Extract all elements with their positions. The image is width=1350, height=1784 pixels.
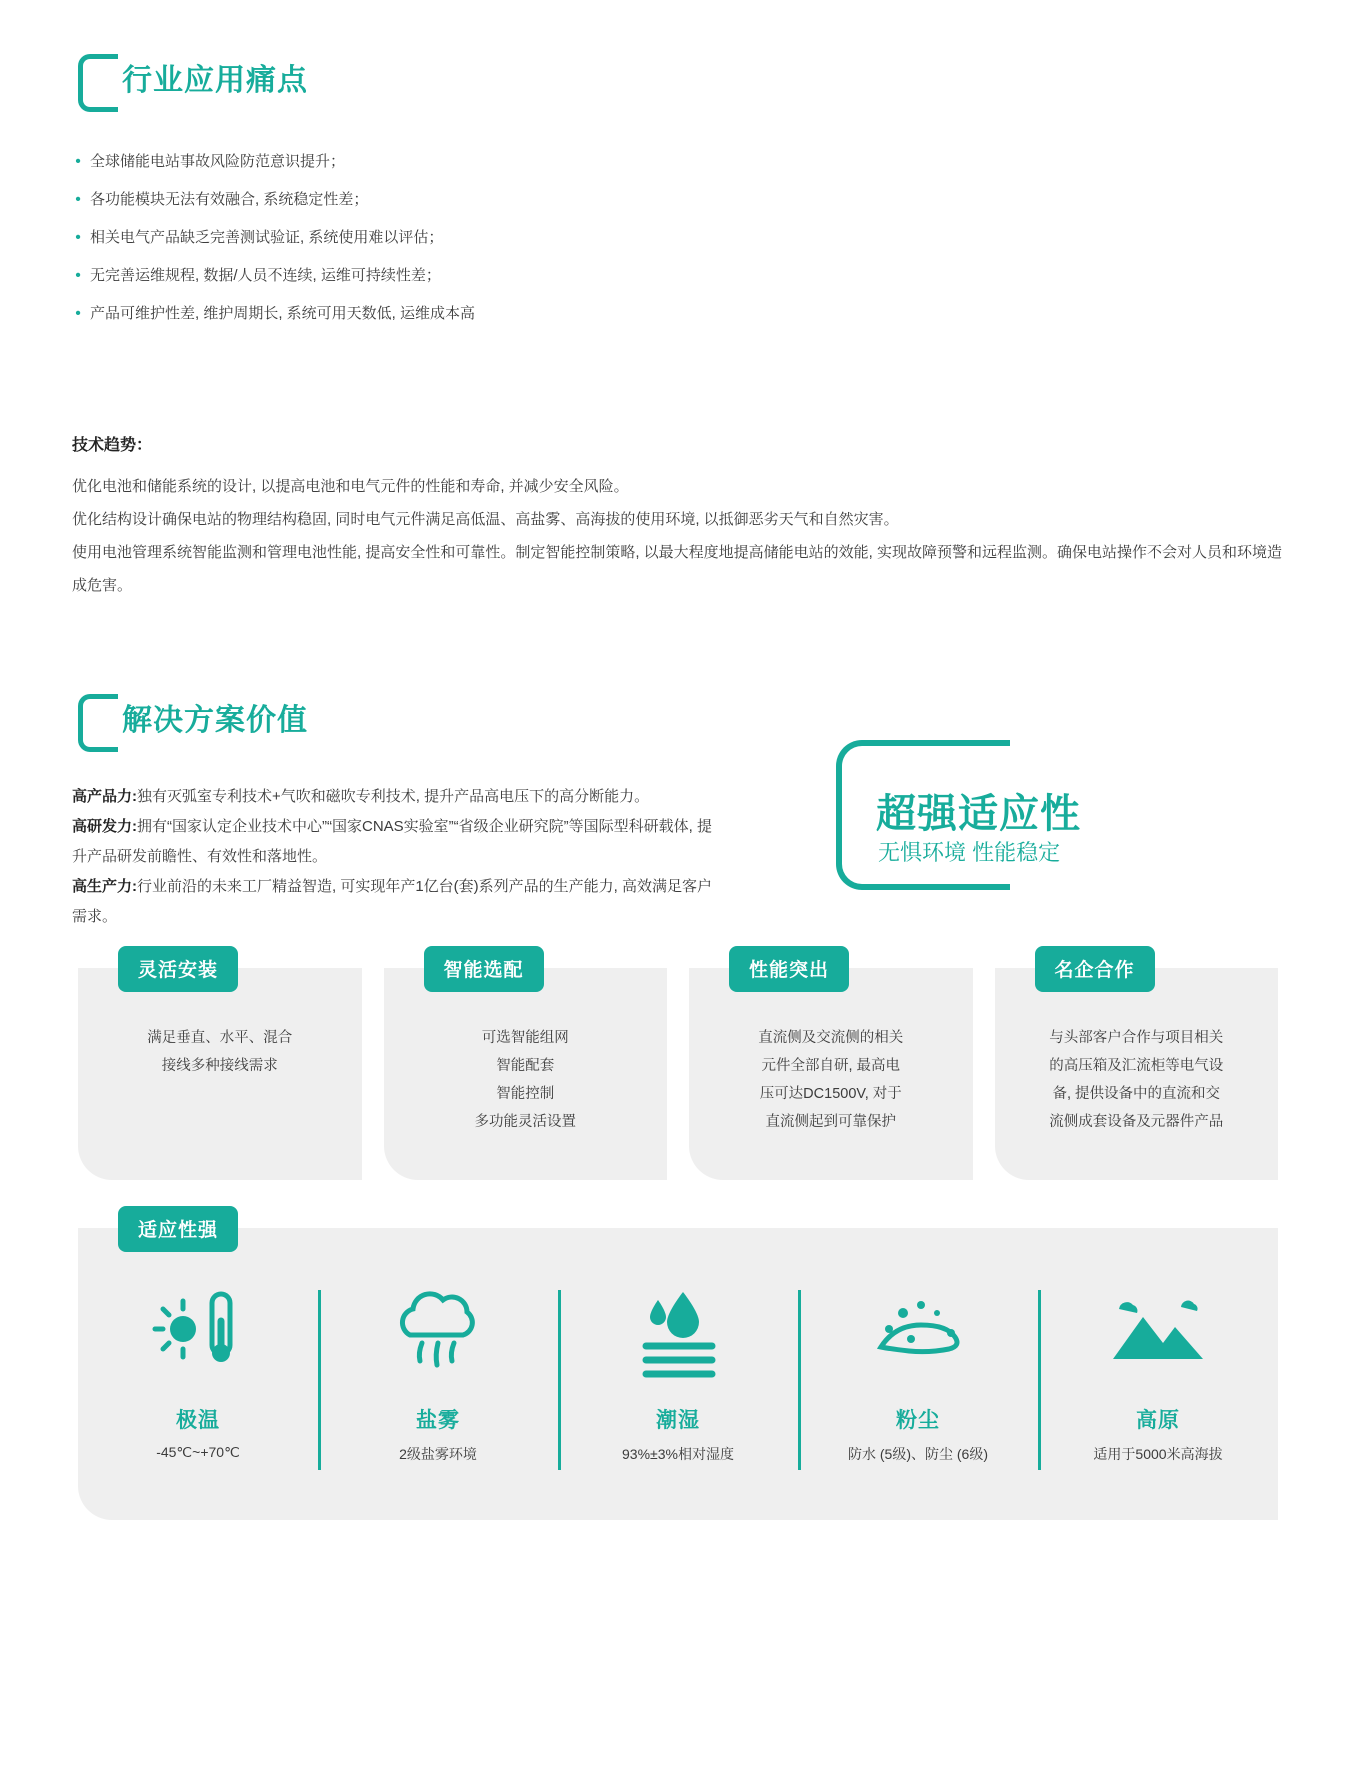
adapt-item-desc: -45℃~+70℃ xyxy=(156,1444,240,1460)
dust-icon xyxy=(804,1284,1032,1380)
list-item xyxy=(66,228,966,248)
value-text: 拥有“国家认定企业技术中心”“国家CNAS实验室”“省级企业研究院”等国际型科研载体, 提升产品研发前瞻性、有效性和落地性。 xyxy=(72,818,712,865)
feature-card xyxy=(78,960,362,1180)
adapt-item-name: 高原 xyxy=(1136,1409,1180,1432)
trend-line: 优化结构设计确保电站的物理结构稳固, 同时电气元件满足高低温、高盐雾、高海拔的使用环境, 以抵御恶劣天气和自然灾害。 xyxy=(72,511,899,528)
adapt-tag: 适应性强 xyxy=(118,1206,238,1252)
card-line: 直流侧及交流侧的相关 xyxy=(758,1030,904,1046)
card-line: 接线多种接线需求 xyxy=(161,1058,278,1074)
value-statement xyxy=(72,782,722,812)
card-line: 智能控制 xyxy=(496,1086,555,1102)
card-tag: 名企合作 xyxy=(1035,946,1155,992)
adapt-item xyxy=(1038,1284,1278,1464)
section-heading-pain-points xyxy=(78,52,308,112)
bullet-dot-icon: • xyxy=(75,191,81,208)
adapt-item-name: 粉尘 xyxy=(896,1409,940,1432)
adapt-item-name: 盐雾 xyxy=(416,1409,460,1432)
adapt-item-group xyxy=(78,1284,1278,1464)
section-title-pain: 行业应用痛点 xyxy=(122,64,308,97)
section-heading-solution-value xyxy=(78,692,308,752)
adaptability-badge xyxy=(836,740,1081,890)
card-tag: 灵活安装 xyxy=(118,946,238,992)
feature-card-group xyxy=(78,960,1278,1180)
card-tag: 智能选配 xyxy=(424,946,544,992)
section-title-value: 解决方案价值 xyxy=(122,704,308,737)
feature-card xyxy=(995,960,1279,1180)
card-line: 直流侧起到可靠保护 xyxy=(765,1114,896,1130)
card-line: 流侧成套设备及元器件产品 xyxy=(1049,1114,1224,1130)
list-item-text: 相关电气产品缺乏完善测试验证, 系统使用难以评估； xyxy=(90,229,444,246)
list-item xyxy=(66,152,966,172)
feature-card xyxy=(689,960,973,1180)
list-item xyxy=(66,190,966,210)
card-line: 压可达DC1500V, 对于 xyxy=(759,1086,902,1102)
list-item-text: 全球储能电站事故风险防范意识提升； xyxy=(90,153,346,170)
trend-heading: 技术趋势： xyxy=(72,437,153,454)
badge-main-text: 超强适应性 xyxy=(876,792,1081,836)
pain-point-list xyxy=(66,152,966,342)
adaptability-panel xyxy=(78,1220,1278,1520)
adapt-item-desc: 93%±3%相对湿度 xyxy=(622,1446,734,1462)
adapt-item xyxy=(798,1284,1038,1464)
trend-body xyxy=(72,470,1282,602)
value-text: 行业前沿的未来工厂精益智造, 可实现年产1亿台(套)系列产品的生产能力, 高效满足客户需求。 xyxy=(72,878,713,925)
card-line: 满足垂直、水平、混合 xyxy=(147,1030,293,1046)
card-line: 可选智能组网 xyxy=(481,1030,569,1046)
value-label: 高研发力: xyxy=(72,818,137,835)
list-item xyxy=(66,304,966,324)
value-statement xyxy=(72,812,722,872)
trend-line: 使用电池管理系统智能监测和管理电池性能, 提高安全性和可靠性。制定智能控制策略, 以最大程度地提高储能电站的效能, 实现故障预警和远程监测。确保电站操作不会对人员和环境造成危害。 xyxy=(72,544,1283,594)
card-line: 多功能灵活设置 xyxy=(474,1114,576,1130)
value-statement xyxy=(72,872,722,932)
list-item-text: 产品可维护性差, 维护周期长, 系统可用天数低, 运维成本高 xyxy=(90,305,476,322)
card-body xyxy=(995,1024,1279,1136)
temperature-sun-icon xyxy=(84,1284,312,1380)
value-statements xyxy=(72,782,722,932)
list-item xyxy=(66,266,966,286)
bullet-dot-icon: • xyxy=(75,153,81,170)
list-item-text: 各功能模块无法有效融合, 系统稳定性差； xyxy=(90,191,369,208)
adapt-item xyxy=(78,1284,318,1464)
bullet-dot-icon: • xyxy=(75,267,81,284)
card-line: 与头部客户合作与项目相关 xyxy=(1049,1030,1224,1046)
card-line: 的高压箱及汇流柜等电气设 xyxy=(1049,1058,1224,1074)
card-line: 备, 提供设备中的直流和交 xyxy=(1052,1086,1221,1102)
adapt-item-name: 极温 xyxy=(176,1409,220,1432)
plateau-mountain-icon xyxy=(1044,1284,1272,1380)
card-body xyxy=(384,1024,668,1136)
trend-line: 优化电池和储能系统的设计, 以提高电池和电气元件的性能和寿命, 并减少安全风险。 xyxy=(72,478,629,495)
card-body xyxy=(689,1024,973,1136)
adapt-item xyxy=(318,1284,558,1464)
badge-sub-text: 无惧环境 性能稳定 xyxy=(878,840,1061,865)
humidity-droplet-icon xyxy=(564,1284,792,1380)
card-tag: 性能突出 xyxy=(729,946,849,992)
card-line: 智能配套 xyxy=(496,1058,555,1074)
card-line: 元件全部自研, 最高电 xyxy=(761,1058,901,1074)
value-label: 高生产力: xyxy=(72,878,137,895)
bullet-dot-icon: • xyxy=(75,229,81,246)
value-label: 高产品力: xyxy=(72,788,137,805)
adapt-item xyxy=(558,1284,798,1464)
card-body xyxy=(78,1024,362,1080)
salt-fog-cloud-icon xyxy=(324,1284,552,1380)
bullet-dot-icon: • xyxy=(75,305,81,322)
list-item-text: 无完善运维规程, 数据/人员不连续, 运维可持续性差； xyxy=(90,267,441,284)
feature-card xyxy=(384,960,668,1180)
adapt-item-desc: 2级盐雾环境 xyxy=(399,1446,477,1462)
adapt-item-name: 潮湿 xyxy=(656,1409,700,1432)
value-text: 独有灭弧室专利技术+气吹和磁吹专利技术, 提升产品高电压下的高分断能力。 xyxy=(137,788,650,805)
adapt-item-desc: 防水 (5级)、防尘 (6级) xyxy=(848,1446,988,1462)
adapt-item-desc: 适用于5000米高海拔 xyxy=(1093,1446,1223,1462)
